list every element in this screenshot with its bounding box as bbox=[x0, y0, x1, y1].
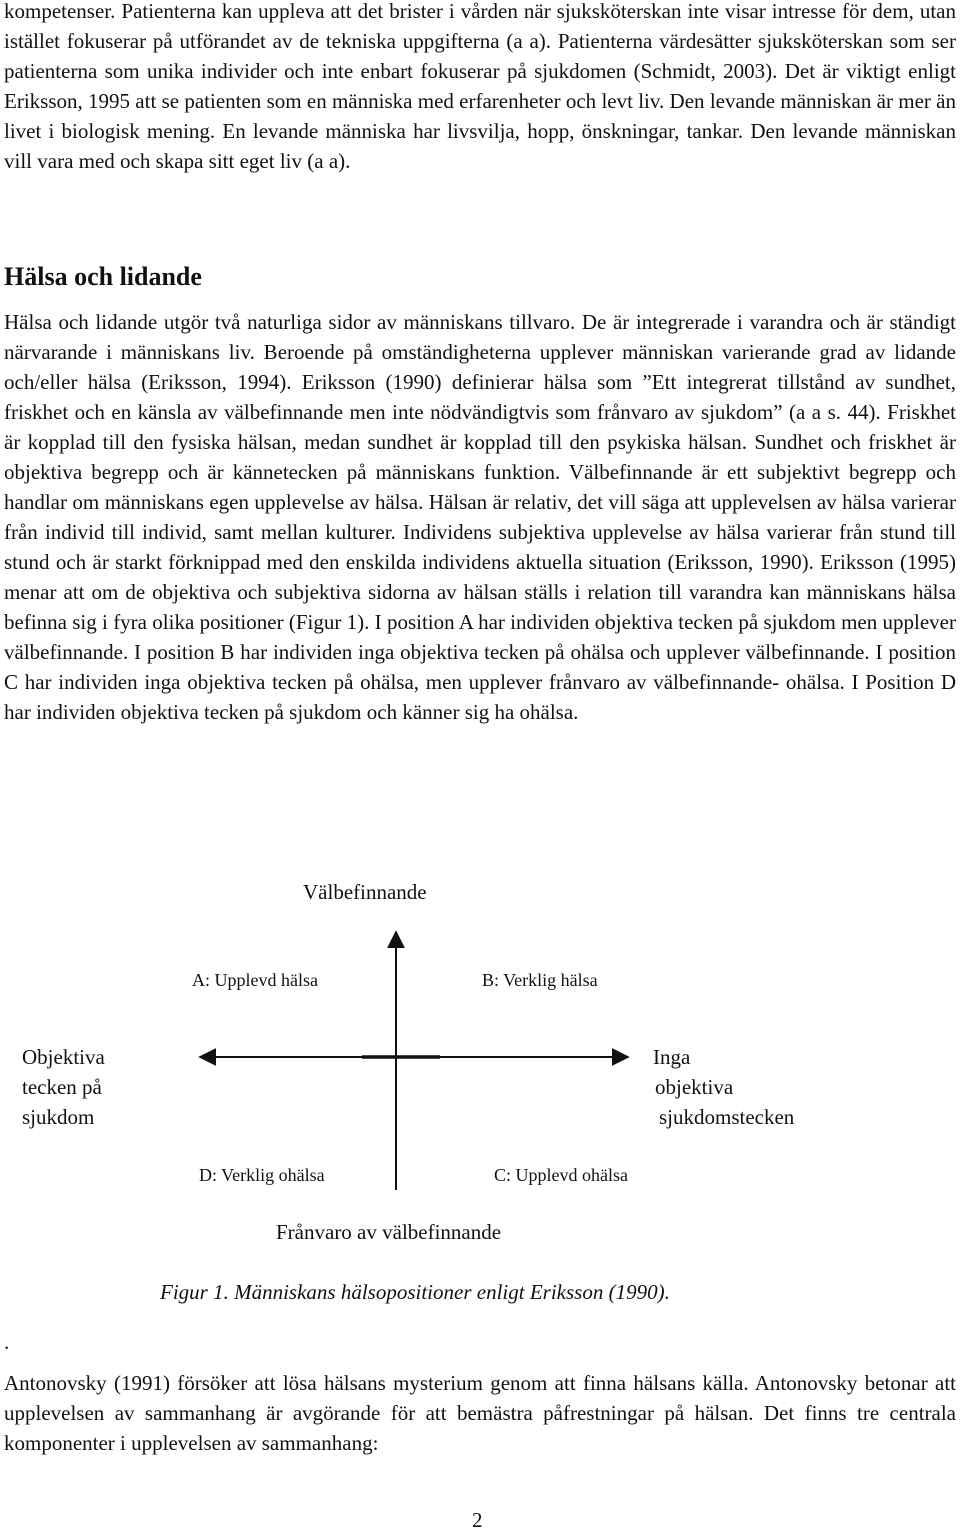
quadrant-a-label: A: Upplevd hälsa bbox=[192, 970, 318, 990]
stray-dot: . bbox=[4, 1330, 10, 1354]
axis-label-left-line2: tecken på bbox=[22, 1075, 102, 1099]
page-number: 2 bbox=[472, 1508, 483, 1532]
quadrant-c-label: C: Upplevd ohälsa bbox=[494, 1165, 628, 1185]
quadrant-b-label: B: Verklig hälsa bbox=[482, 970, 598, 990]
axis-label-bottom: Frånvaro av välbefinnande bbox=[276, 1220, 502, 1244]
figure-caption: Figur 1. Människans hälsopositioner enligt Eriksson (1990). bbox=[160, 1280, 670, 1304]
axis-label-left-line1: Objektiva bbox=[22, 1045, 105, 1069]
axis-label-left-line3: sjukdom bbox=[22, 1105, 95, 1129]
axis-label-right-line1: Inga bbox=[653, 1045, 691, 1069]
closing-paragraph: Antonovsky (1991) försöker att lösa hälsans mysterium genom att finna hälsans källa. Antonovsky betonar att upplevelsen av sammanhang är avgörande för att bemästra påfrestningar på hälsan. Det finns tre centrala komponenter i upplevelsen av sammanhang: bbox=[4, 1371, 956, 1455]
axis-label-right-line2: objektiva bbox=[655, 1075, 734, 1099]
axis-label-right-line3: sjukdomstecken bbox=[659, 1105, 795, 1129]
section-heading: Hälsa och lidande bbox=[4, 262, 202, 291]
intro-paragraph: kompetenser. Patienterna kan uppleva att det brister i vården när sjuksköterskan inte visar intresse för dem, utan istället fokuserar på utförandet av de tekniska uppgifterna (a a). Patienterna värdesätter sjuksköterskan som ser patienterna som unika individer och inte enbart fokuserar på sjukdomen (Schmidt, 2003). Det är viktigt enligt Eriksson, 1995 att se patienten som en människa med erfarenheter och levt liv. Den levande människan är mer än livet i biologisk mening. En levande människa har livsvilja, hopp, önskningar, tankar. Den levande människan vill vara med och skapa sitt eget liv (a a). bbox=[4, 0, 956, 173]
section-paragraph: Hälsa och lidande utgör två naturliga sidor av människans tillvaro. De är integrerade i varandra och är ständigt närvarande i människans liv. Beroende på omständigheterna upplever människan varierande grad av lidande och/eller hälsa (Eriksson, 1994). Eriksson (1990) definierar hälsa som ”Ett integrerat tillstånd av sundhet, friskhet och en känsla av välbefinnande men inte nödvändigtvis som frånvaro av sjukdom” (a a s. 44). Friskhet är kopplad till den fysiska hälsan, medan sundhet är kopplad till den psykiska hälsan. Sundhet och friskhet är objektiva begrepp och är kännetecken på människans funktion. Välbefinnande är ett subjektivt begrepp och handlar om människans egen upplevelse av hälsa. Hälsan är relativ, det vill säga att upplevelsen av hälsa varierar från individ till individ, samt mellan kulturer. Individens subjektiva upplevelse av hälsa varierar från stund till stund och är starkt förknippad med den enskilda individens aktuella situation (Eriksson, 1990). Eriksson (1995) menar att om de objektiva och subjektiva sidorna av hälsan ställs i relation till varandra kan människans hälsa befinna sig i fyra olika positioner (Figur 1). I position A har individen objektiva tecken på sjukdom men upplever välbefinnande. I position B har individen inga objektiva tecken på ohälsa och upplever välbefinnande. I position C har individen inga objektiva tecken på ohälsa, men upplever frånvaro av välbefinnande- ohälsa. I Position D har individen objektiva tecken på sjukdom och känner sig ha ohälsa. bbox=[4, 310, 956, 724]
quadrant-d-label: D: Verklig ohälsa bbox=[199, 1165, 325, 1185]
axis-label-top: Välbefinnande bbox=[303, 880, 427, 904]
